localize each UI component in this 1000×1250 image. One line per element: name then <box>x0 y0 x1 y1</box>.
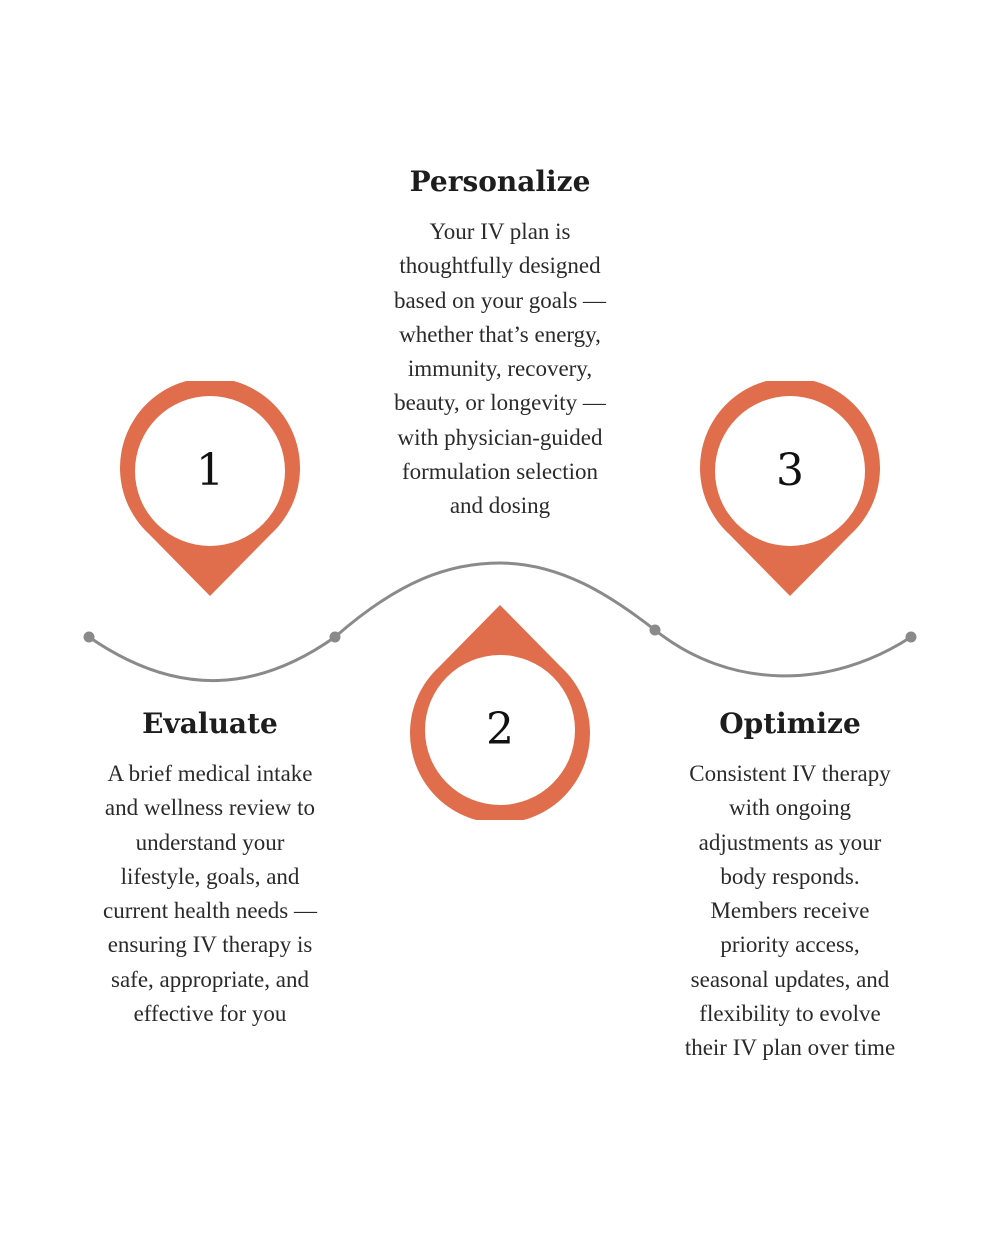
step-1-pin-icon <box>120 381 300 596</box>
description-line: priority access, <box>720 932 860 958</box>
description-line: adjustments as your <box>698 829 882 855</box>
description-line: lifestyle, goals, and <box>120 863 300 889</box>
timeline-dot <box>330 632 341 643</box>
description-line: their IV plan over time <box>684 1035 896 1061</box>
description-line: effective for you <box>133 1001 287 1027</box>
step-1-number: 1 <box>196 445 224 496</box>
step-3-title: Optimize <box>719 707 861 740</box>
description-line: with physician-guided <box>397 424 603 450</box>
description-line: and dosing <box>449 493 551 519</box>
description-line: safe, appropriate, and <box>111 966 309 992</box>
step-2-title: Personalize <box>409 165 591 198</box>
description-line: Your IV plan is <box>429 219 571 244</box>
description-line: current health needs — <box>103 898 317 924</box>
description-line: with ongoing <box>728 795 852 821</box>
description-line: ensuring IV therapy is <box>107 932 313 958</box>
description-line: Members receive <box>710 898 870 924</box>
step-1-description <box>60 757 360 1031</box>
step-3-number: 3 <box>776 445 804 496</box>
description-line: flexibility to evolve <box>699 1001 881 1027</box>
description-line: whether that’s energy, <box>399 321 601 347</box>
description-line: immunity, recovery, <box>407 356 593 382</box>
description-line: and wellness review to <box>104 795 316 821</box>
description-line: A brief medical intake <box>107 761 313 786</box>
timeline-dot <box>650 625 661 636</box>
step-2-pin-icon <box>410 605 590 820</box>
description-line: based on your goals — <box>393 287 607 313</box>
description-line: body responds. <box>720 863 860 889</box>
description-line: beauty, or longevity — <box>394 390 606 416</box>
step-2-description <box>340 215 660 524</box>
timeline-dot <box>84 632 95 643</box>
description-line: formulation selection <box>401 459 599 485</box>
step-2-number: 2 <box>486 704 514 755</box>
step-3-description <box>640 757 940 1066</box>
timeline-dot <box>906 632 917 643</box>
description-line: thoughtfully designed <box>399 253 601 279</box>
description-line: understand your <box>135 829 285 855</box>
step-3-pin-icon <box>700 381 880 596</box>
step-1-title: Evaluate <box>142 707 278 740</box>
description-line: Consistent IV therapy <box>689 761 891 786</box>
description-line: seasonal updates, and <box>690 966 890 992</box>
